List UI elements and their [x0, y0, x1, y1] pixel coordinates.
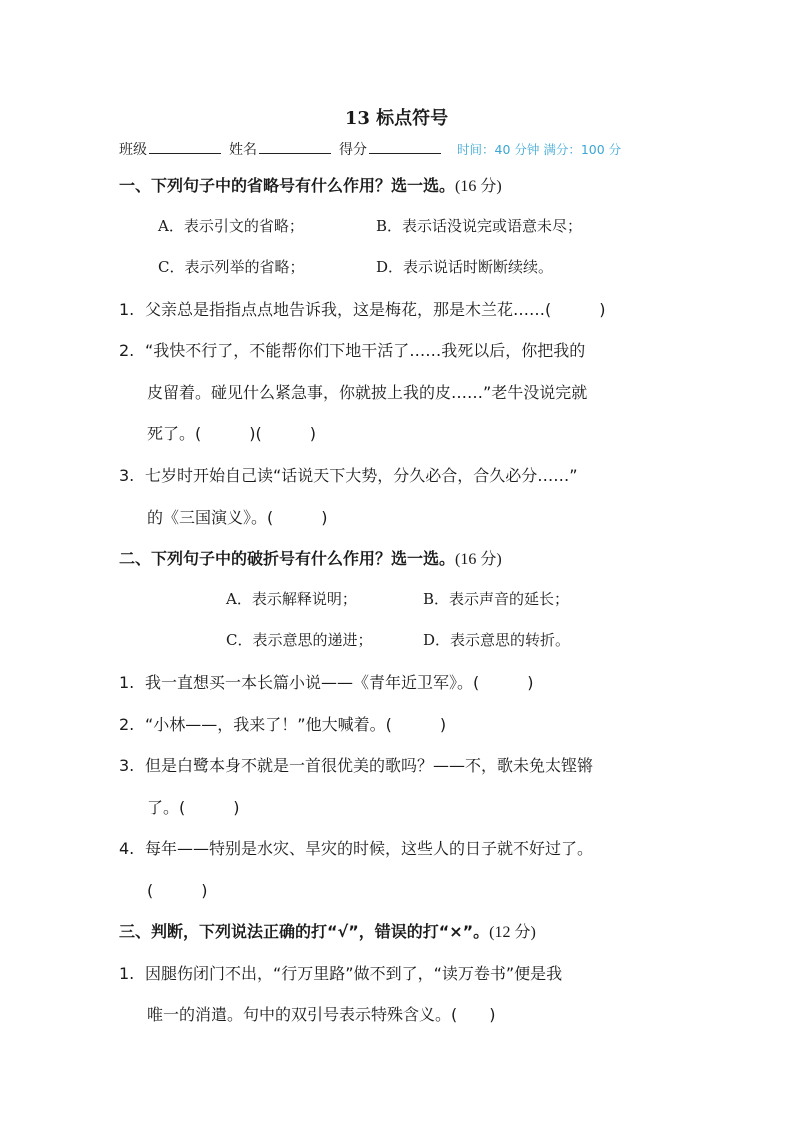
question-text: 但是白鹭本身不就是一首很优美的歌吗？——不，歌未免太铿锵 [145, 756, 594, 775]
section1-option-d: D．表示说话时断断续续。 [376, 258, 554, 276]
section1-heading [119, 173, 502, 196]
section2-option-d: D．表示意思的转折。 [423, 631, 571, 649]
question-number: 2. [119, 715, 135, 734]
section1-option-c: C．表示列举的省略； [158, 258, 305, 276]
s3-question-1-line-2: 唯一的消遣。句中的双引号表示特殊含义。( ) [147, 1005, 496, 1024]
question-number: 4. [119, 839, 135, 858]
time-score-meta: 时间：40 分钟 满分：100 分 [457, 142, 622, 157]
s1-question-3-line-2: 的《三国演义》。( ) [147, 508, 328, 527]
score-blank[interactable] [369, 139, 441, 154]
section1-heading-text: 一、下列句子中的省略号有什么作用？选一选。 [119, 176, 456, 195]
question-number: 2. [119, 341, 135, 360]
page-title: 13 标点符号 [344, 108, 449, 129]
s1-question-2 [119, 338, 585, 361]
section3-points: (12 分) [489, 924, 536, 941]
section2-option-a: A．表示解释说明； [226, 590, 357, 608]
question-text: 父亲总是指指点点地告诉我，这是梅花，那是木兰花……( ) [145, 300, 606, 319]
student-info-row [119, 139, 621, 159]
question-text: 我一直想买一本长篇小说——《青年近卫军》。( ) [145, 673, 534, 692]
class-label: 班级 [119, 142, 147, 158]
section1-option-a: A．表示引文的省略； [158, 217, 304, 235]
class-blank[interactable] [149, 139, 221, 154]
s1-question-3 [119, 463, 578, 486]
question-text: 七岁时开始自己读“话说天下大势，分久必合，合久必分……” [145, 466, 578, 485]
question-text: 每年——特别是水灾、旱灾的时候，这些人的日子就不好过了。 [145, 839, 594, 858]
question-text: “我快不行了，不能帮你们下地干活了……我死以后，你把我的 [145, 341, 586, 360]
question-text: 因腿伤闭门不出，“行万里路”做不到了，“读万卷书”便是我 [145, 964, 563, 983]
s2-question-4 [119, 836, 593, 859]
section2-points: (16 分) [455, 551, 502, 568]
s3-question-1 [119, 961, 562, 984]
question-number: 1. [119, 964, 135, 983]
section2-option-b: B．表示声音的延长； [423, 590, 570, 608]
section3-heading [119, 919, 536, 942]
s2-question-3-line-2: 了。( ) [147, 798, 240, 817]
s1-question-2-line-3: 死了。( )( ) [147, 424, 316, 443]
s2-question-2 [119, 712, 446, 735]
section3-heading-text: 三、判断，下列说法正确的打“√”，错误的打“×”。 [119, 922, 490, 941]
s2-question-4-line-2: ( ) [147, 881, 208, 900]
name-label: 姓名 [229, 142, 257, 158]
score-label: 得分 [339, 142, 367, 158]
s2-question-1 [119, 670, 534, 693]
s1-question-1 [119, 297, 606, 320]
section1-option-b: B．表示话没说完或语意未尽； [376, 217, 583, 235]
section1-points: (16 分) [455, 178, 502, 195]
name-blank[interactable] [259, 139, 331, 154]
question-number: 3. [119, 466, 135, 485]
question-number: 1. [119, 300, 135, 319]
s1-question-2-line-2: 皮留着。碰见什么紧急事，你就披上我的皮……”老牛没说完就 [147, 383, 588, 402]
section2-option-c: C．表示意思的递进； [226, 631, 373, 649]
section2-heading-text: 二、下列句子中的破折号有什么作用？选一选。 [119, 549, 456, 568]
question-number: 1. [119, 673, 135, 692]
s2-question-3 [119, 753, 593, 776]
question-text: “小林——，我来了！”他大喊着。( ) [145, 715, 447, 734]
question-number: 3. [119, 756, 135, 775]
section2-heading [119, 546, 502, 569]
